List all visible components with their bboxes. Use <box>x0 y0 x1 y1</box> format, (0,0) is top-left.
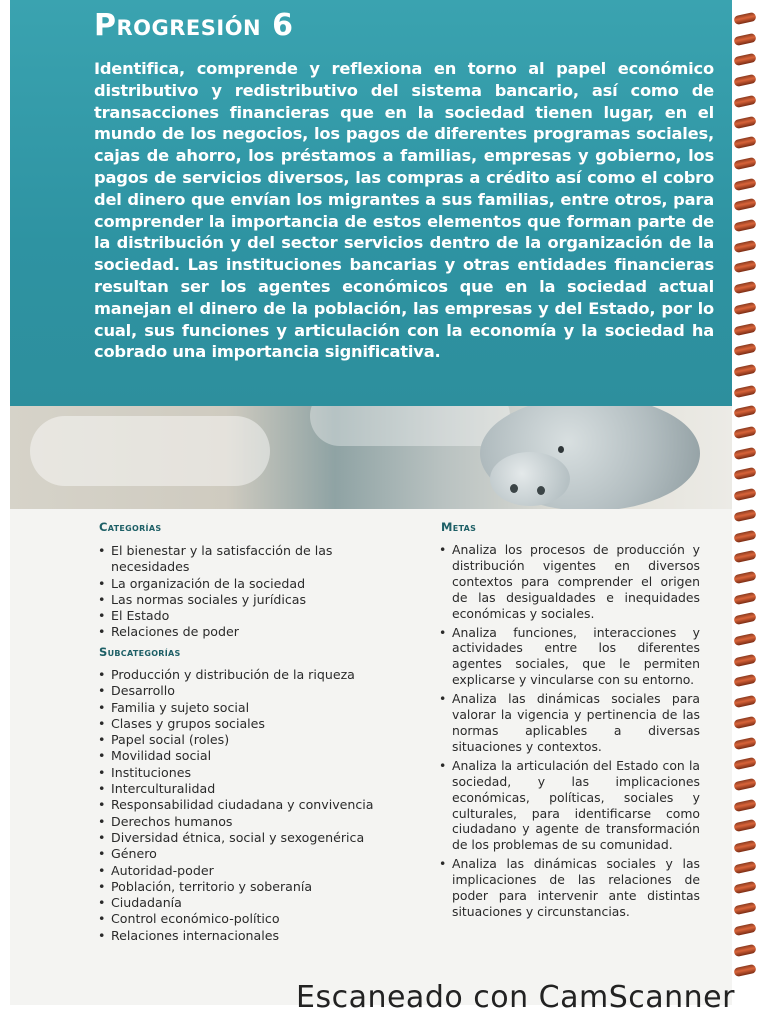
spiral-ring <box>733 260 756 273</box>
spiral-ring <box>733 322 756 335</box>
spiral-ring <box>733 840 756 853</box>
subcategory-item: • Diversidad étnica, social y sexogenérica <box>97 830 397 846</box>
spiral-ring <box>733 550 756 563</box>
subcategory-item: • Producción y distribución de la riqueza <box>97 667 397 683</box>
subcategory-item: • Familia y sujeto social <box>97 700 397 716</box>
spiral-ring <box>733 943 756 956</box>
spiral-ring <box>733 405 756 418</box>
spiral-ring <box>733 798 756 811</box>
spiral-ring <box>733 716 756 729</box>
subcategory-item: • Autoridad-poder <box>97 863 397 879</box>
spiral-ring <box>733 198 756 211</box>
spiral-ring <box>733 281 756 294</box>
spiral-ring <box>733 964 756 977</box>
piggy-bank-snout <box>490 452 570 506</box>
goals-heading: Metas <box>441 520 477 534</box>
subcategory-item: • Género <box>97 846 397 862</box>
spiral-ring <box>733 12 756 25</box>
spiral-ring <box>733 384 756 397</box>
spiral-ring <box>733 302 756 315</box>
spiral-ring <box>733 612 756 625</box>
spiral-ring <box>733 177 756 190</box>
spiral-ring <box>733 881 756 894</box>
spiral-ring <box>733 902 756 915</box>
spiral-ring <box>733 95 756 108</box>
intro-paragraph: Identifica, comprende y reflexiona en torno al papel económico distributivo y redistributivo del sistema bancario, así como de transacciones financieras que en la sociedad tienen lugar, en el mundo de los negocios, los pagos de diferentes programas sociales, cajas de ahorro, los préstamos a familias, empresas y gobierno, los pagos de servicios diversos, las compras a crédito así como el cobro del dinero que envían los migrantes a sus familias, entre otros, para comprender la importancia de estos elementos que forman parte de la distribución y del sector servicios dentro de la organización de la sociedad. Las instituciones bancarias y otras entidades financieras resultan ser los agentes económicos que en la sociedad actual manejan el dinero de la población, las empresas y del Estado, por lo cual, sus funciones y articulación con la economía y la sociedad ha cobrado una importancia significativa. <box>94 59 714 362</box>
spiral-binding <box>728 0 768 1000</box>
spiral-ring <box>733 860 756 873</box>
subcategory-item: • Control económico-político <box>97 911 397 927</box>
document-page <box>10 0 732 1005</box>
spiral-ring <box>733 239 756 252</box>
categories-list <box>97 543 355 641</box>
subcategory-item: • Responsabilidad ciudadana y convivencia <box>97 797 397 813</box>
goal-item: • Analiza la articulación del Estado con la sociedad, y las implicaciones económicas, políticas, sociales y culturales, para identificarse como ciudadano y agente de transformación de los problemas de su comunidad. <box>438 758 700 853</box>
spiral-ring <box>733 653 756 666</box>
subcategory-item: • Papel social (roles) <box>97 732 397 748</box>
spiral-ring <box>733 529 756 542</box>
spiral-ring <box>733 923 756 936</box>
subcategory-item: • Clases y grupos sociales <box>97 716 397 732</box>
progression-banner <box>10 0 732 406</box>
subcategory-item: • Movilidad social <box>97 748 397 764</box>
spiral-ring <box>733 571 756 584</box>
spiral-ring <box>733 74 756 87</box>
subcategories-heading: Subcategorías <box>99 645 181 659</box>
spiral-ring <box>733 32 756 45</box>
spiral-ring <box>733 674 756 687</box>
subcategory-item: • Población, territorio y soberanía <box>97 879 397 895</box>
piggy-bank-photo <box>10 406 732 509</box>
spiral-ring <box>733 509 756 522</box>
spiral-ring <box>733 695 756 708</box>
spiral-ring <box>733 757 756 770</box>
spiral-ring <box>733 115 756 128</box>
spiral-ring <box>733 53 756 66</box>
goal-item: • Analiza los procesos de producción y distribución vigentes en diversos contextos para comprender el origen de las desigualdades e inequidades económicas y sociales. <box>438 542 700 622</box>
goal-item: • Analiza funciones, interacciones y actividades entre los diferentes agentes sociales, que le permiten explicarse y vincularse con su entorno. <box>438 625 700 689</box>
spiral-ring <box>733 633 756 646</box>
goal-item: • Analiza las dinámicas sociales y las implicaciones de las relaciones de poder para intervenir ante distintas situaciones y circunstancias. <box>438 856 700 920</box>
spiral-ring <box>733 219 756 232</box>
goal-item: • Analiza las dinámicas sociales para valorar la vigencia y pertinencia de las normas aplicables a diversas situaciones y contextos. <box>438 691 700 755</box>
spiral-ring <box>733 467 756 480</box>
spiral-ring <box>733 778 756 791</box>
subcategory-item: • Relaciones internacionales <box>97 928 397 944</box>
spiral-ring <box>733 364 756 377</box>
subcategory-item: • Ciudadanía <box>97 895 397 911</box>
spiral-ring <box>733 591 756 604</box>
subcategories-list <box>97 667 397 944</box>
category-item: • Relaciones de poder <box>97 624 355 640</box>
goals-list <box>438 542 700 923</box>
scanner-watermark: Escaneado con CamScanner <box>296 980 735 1015</box>
spiral-ring <box>733 819 756 832</box>
subcategory-item: • Interculturalidad <box>97 781 397 797</box>
category-item: • La organización de la sociedad <box>97 576 355 592</box>
spiral-ring <box>733 343 756 356</box>
subcategory-item: • Desarrollo <box>97 683 397 699</box>
spiral-ring <box>733 136 756 149</box>
spiral-ring <box>733 426 756 439</box>
spiral-ring <box>733 446 756 459</box>
page-title: Progresión 6 <box>94 8 294 43</box>
spiral-ring <box>733 488 756 501</box>
spiral-ring <box>733 157 756 170</box>
subcategory-item: • Derechos humanos <box>97 814 397 830</box>
spiral-ring <box>733 736 756 749</box>
category-item: • Las normas sociales y jurídicas <box>97 592 355 608</box>
categories-heading: Categorías <box>99 520 162 534</box>
category-item: • El Estado <box>97 608 355 624</box>
subcategory-item: • Instituciones <box>97 765 397 781</box>
category-item: • El bienestar y la satisfacción de las necesidades <box>97 543 355 576</box>
